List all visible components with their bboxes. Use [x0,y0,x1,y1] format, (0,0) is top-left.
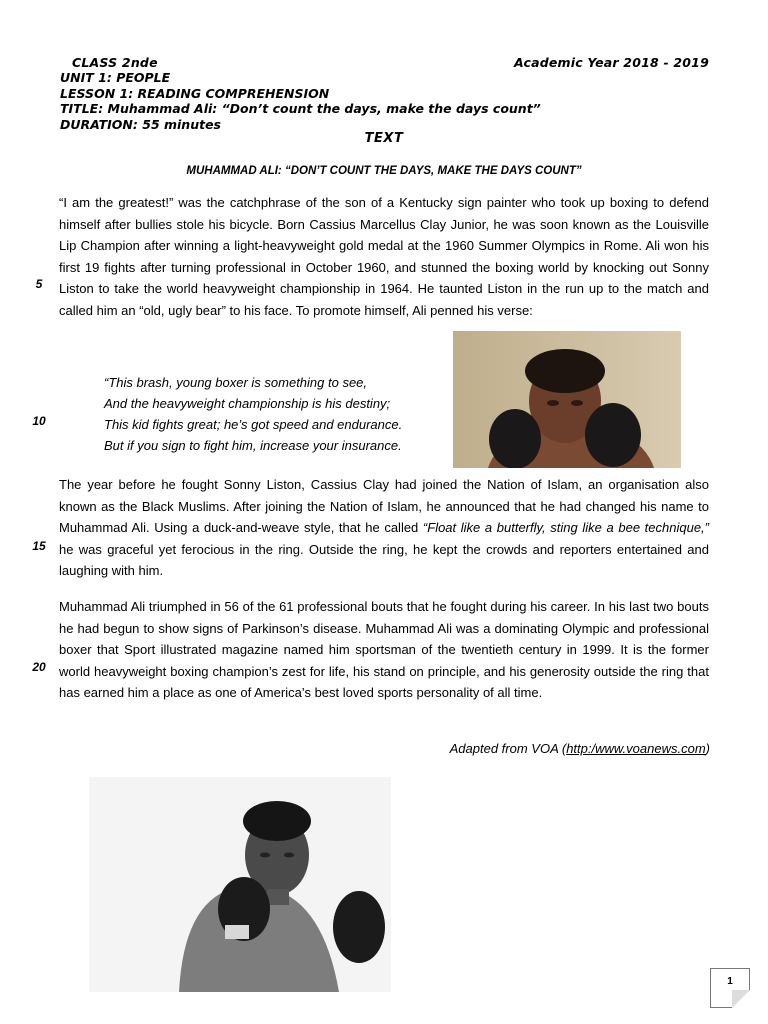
verse-line: This kid fights great; he’s got speed and endurance. [104,417,403,432]
lesson-title [60,101,541,116]
lesson-title-quote: “Don’t count the days, make the days count” [221,101,541,116]
paragraph-3: Muhammad Ali triumphed in 56 of the 61 professional bouts that he fought during his career. In his last two bouts he had begun to show signs of Parkinson’s disease. Muhammad Ali was a dominating Olympic and professional boxer that Sport illustrated magazine named him sportsman of the twentieth century in 1999. It is the former world heavyweight boxing champion’s zest for life, his stand on principle, and his generosity outside the ring that has earned him a place as one of America’s best loved sports personality of all time. [59,599,709,700]
paragraph-2-end: he was graceful yet ferocious in the ring. Outside the ring, he kept the crowds and reporters entertained and laughing with him. [59,541,709,578]
source-link[interactable]: http:/www.voanews.com [566,741,706,756]
line-number: 15 [32,539,46,553]
source-citation [450,741,710,756]
paragraph-2 [59,474,709,582]
verse-line: “This brash, young boxer is something to see, [104,375,368,390]
verse-line: And the heavyweight championship is his destiny; [104,396,391,411]
line-number: 20 [32,660,46,674]
class-label: CLASS 2nde [72,55,158,70]
page-number: 1 [710,968,750,1008]
verse-block [104,372,444,456]
verse-line: But if you sign to fight him, increase your insurance. [104,438,402,453]
paragraph-1: “I am the greatest!” was the catchphrase of the son of a Kentucky sign painter who took up boxing to defend himself after bullies stole his bicycle. Born Cassius Marcellus Clay Junior, he was soon known as the Louisville Lip Champion after winning a light-heavyweight gold medal at the 1960 Summer Olympics in Rome. Ali won his first 19 fights after turning professional in October 1960, and stunned the boxing world by knocking out Sonny Liston to take the world heavyweight championship in 1964. He taunted Liston in the run up to the match and called him an “old, ugly bear” to his face. To promote himself, Ali penned his verse: [59,195,709,318]
ali-boxing-photo [89,777,391,992]
source-prefix: Adapted from VOA ( [449,741,567,756]
line-number: 10 [32,414,46,428]
article-heading: MUHAMMAD ALI: “DON’T COUNT THE DAYS, MAKE THE DAYS COUNT” [186,165,582,177]
lesson-title-prefix: TITLE: Muhammad Ali: [60,101,222,116]
section-title: TEXT [364,131,404,146]
ali-portrait-photo [453,331,681,468]
lesson-label: LESSON 1: READING COMPREHENSION [60,86,330,101]
academic-year: Academic Year 2018 - 2019 [514,55,709,70]
line-number: 5 [35,277,43,291]
unit-label: UNIT 1: PEOPLE [60,70,171,85]
source-suffix: ) [705,741,710,756]
duration-label: DURATION: 55 minutes [60,117,221,132]
paragraph-2-start: The year before he fought Sonny Liston, Cassius Clay had joined the Nation of Islam, an organisation also known as the Black Muslims. After joining the Nation of Islam, he announced that he had changed his name to Muhammad Ali. Using a duck-and-weave style, that he called [59,477,709,535]
paragraph-2-quote: “Float like a butterfly, sting like a bee technique,” [422,520,709,535]
